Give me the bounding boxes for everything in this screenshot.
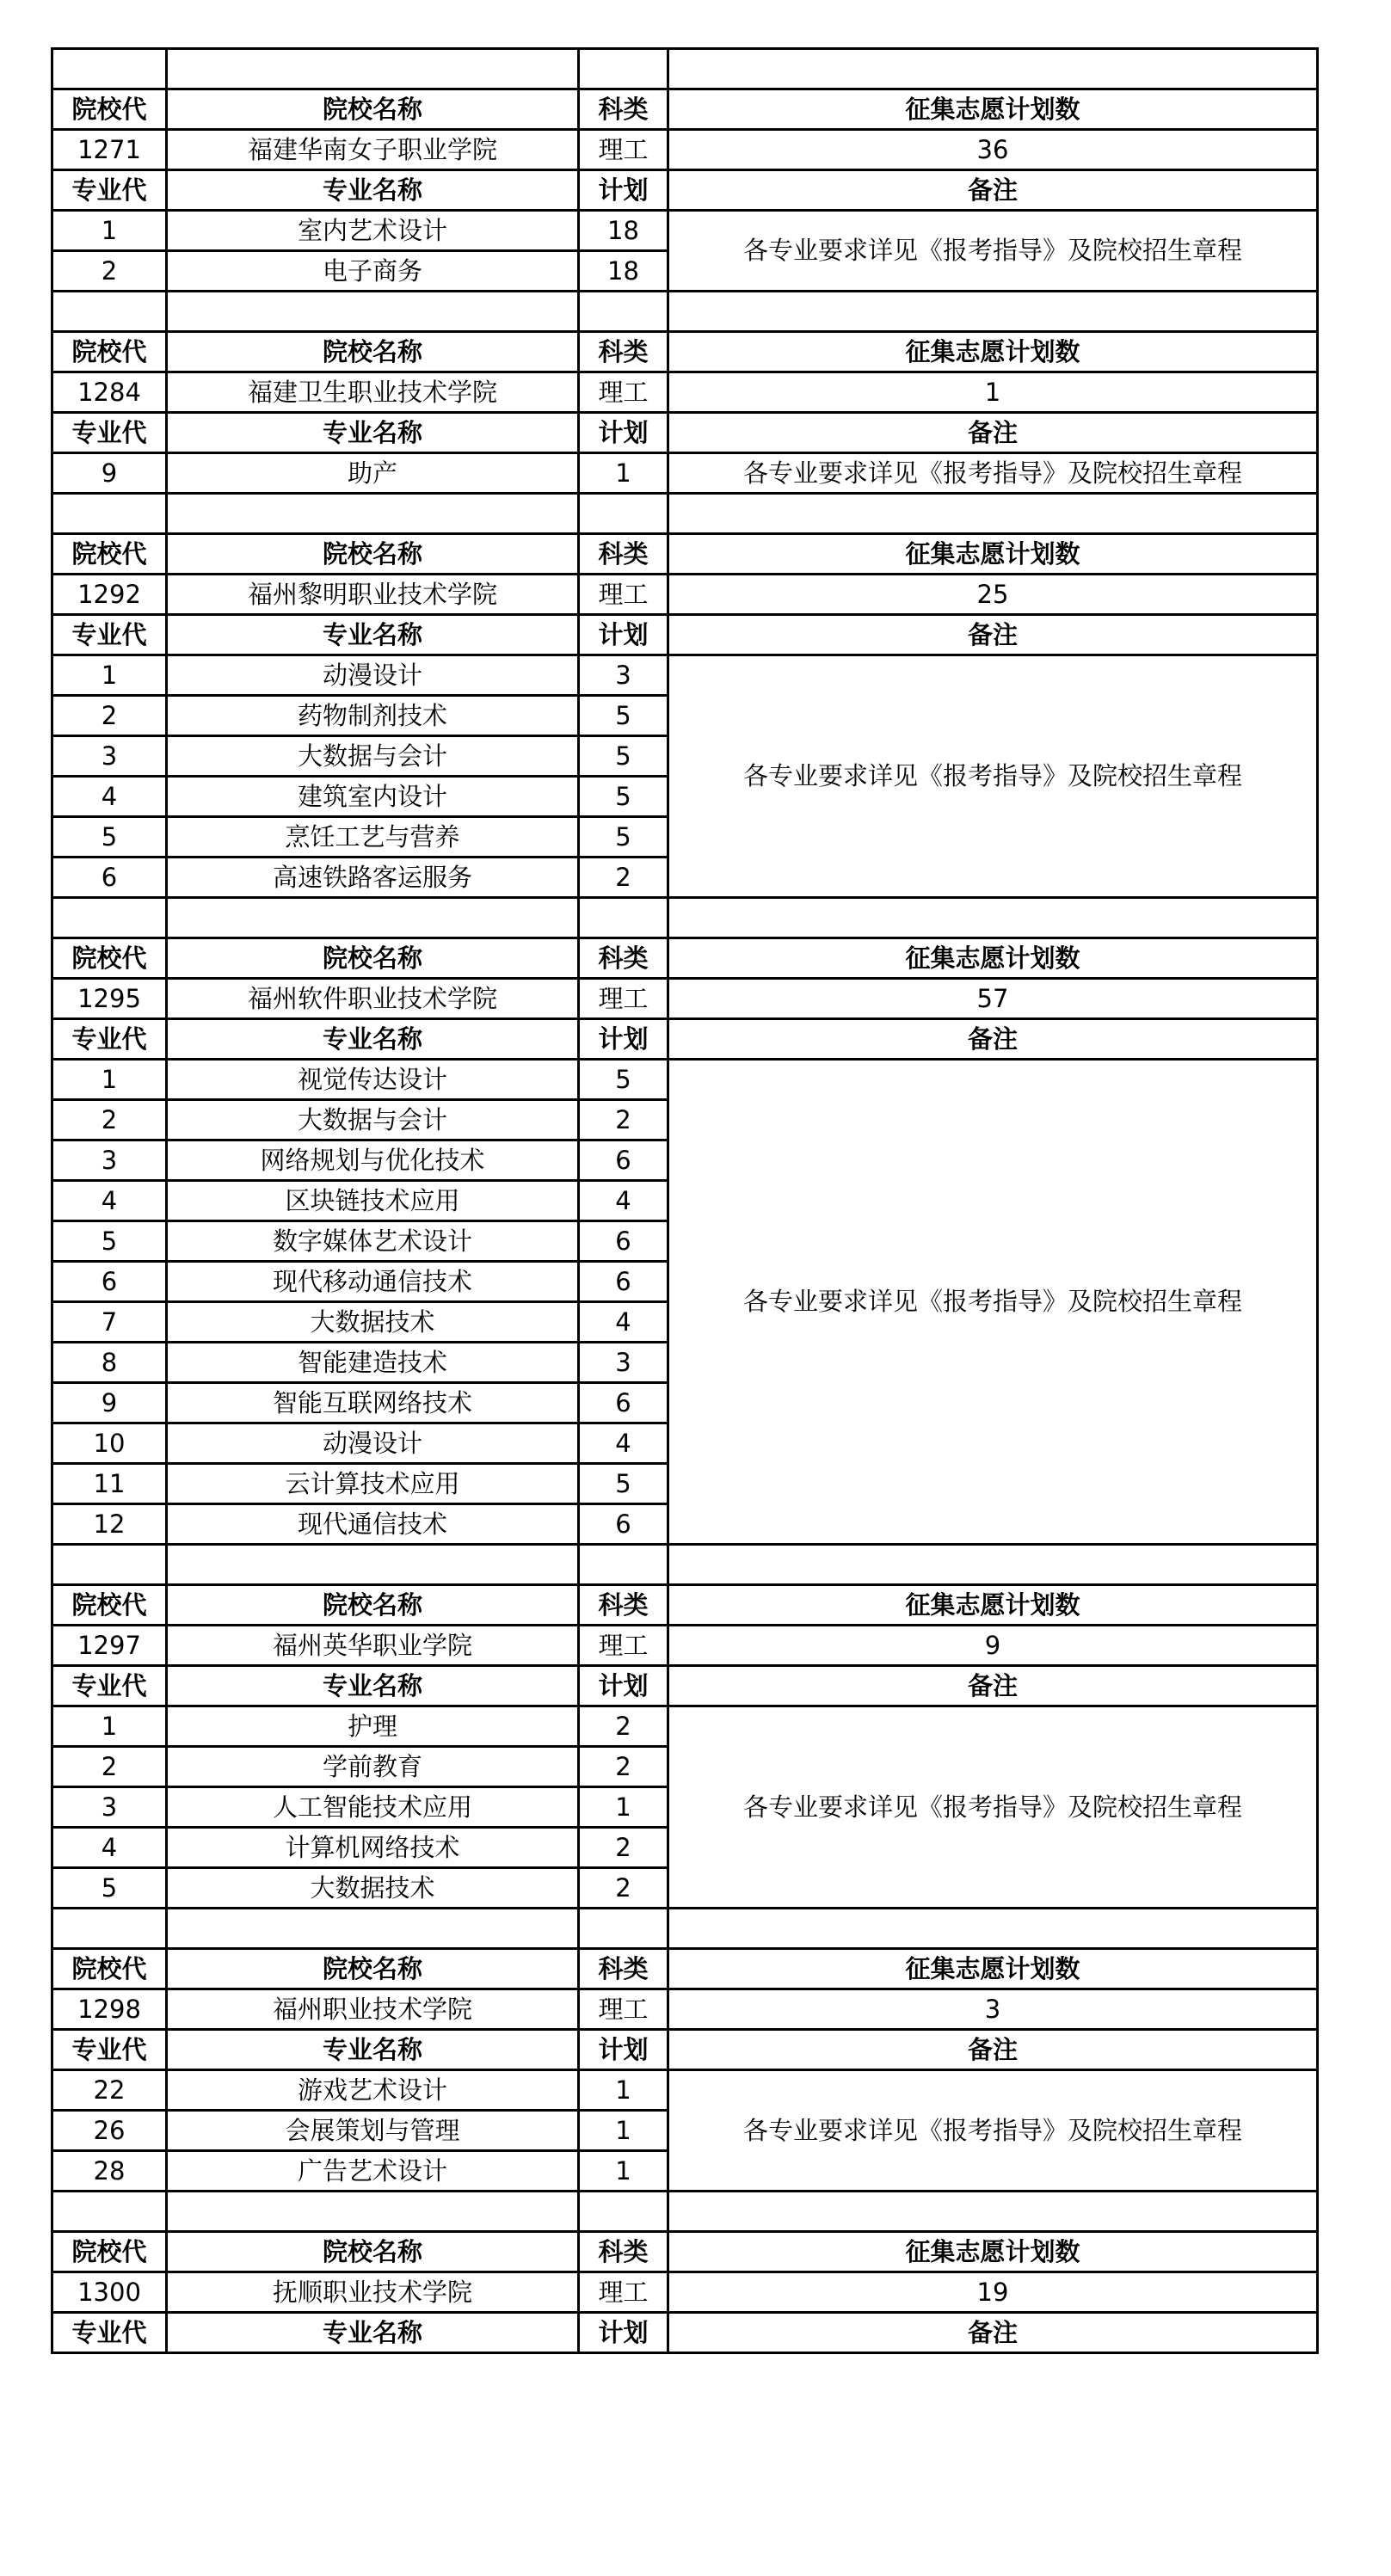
empty-cell xyxy=(668,292,1318,332)
empty-cell xyxy=(668,1909,1318,1949)
plan-count-header: 征集志愿计划数 xyxy=(668,534,1318,575)
school-code-header: 院校代 xyxy=(52,332,167,372)
major-name: 烹饪工艺与营养 xyxy=(167,817,579,858)
major-row xyxy=(52,211,1318,251)
school-name-header: 院校名称 xyxy=(167,938,579,979)
empty-cell xyxy=(579,2192,668,2232)
school-row xyxy=(52,372,1318,413)
major-note: 各专业要求详见《报考指导》及院校招生章程 xyxy=(668,1060,1318,1545)
school-name: 福州职业技术学院 xyxy=(167,1989,579,2030)
empty-cell xyxy=(52,292,167,332)
category-header: 科类 xyxy=(579,89,668,130)
major-code-header: 专业代 xyxy=(52,170,167,211)
major-code-header: 专业代 xyxy=(52,1666,167,1706)
major-name: 现代移动通信技术 xyxy=(167,1262,579,1302)
spacer-row xyxy=(52,1909,1318,1949)
school-header-row xyxy=(52,534,1318,575)
major-name: 大数据与会计 xyxy=(167,736,579,777)
major-code: 2 xyxy=(52,251,167,292)
school-row xyxy=(52,979,1318,1019)
category-header: 科类 xyxy=(579,2232,668,2272)
major-name-header: 专业名称 xyxy=(167,2030,579,2070)
empty-cell xyxy=(167,292,579,332)
school-code: 1298 xyxy=(52,1989,167,2030)
empty-cell xyxy=(167,898,579,938)
plan-count-header: 征集志愿计划数 xyxy=(668,332,1318,372)
empty-cell xyxy=(668,1545,1318,1585)
major-plan: 4 xyxy=(579,1302,668,1343)
major-plan: 1 xyxy=(579,2070,668,2111)
major-code: 22 xyxy=(52,2070,167,2111)
major-code: 4 xyxy=(52,777,167,817)
school-header-row xyxy=(52,89,1318,130)
empty-cell xyxy=(579,494,668,534)
major-code: 2 xyxy=(52,1747,167,1787)
school-name-header: 院校名称 xyxy=(167,1585,579,1626)
school-category: 理工 xyxy=(579,979,668,1019)
empty-cell xyxy=(52,49,167,89)
major-name: 云计算技术应用 xyxy=(167,1464,579,1504)
school-code: 1292 xyxy=(52,575,167,615)
plan-header: 计划 xyxy=(579,1666,668,1706)
category-header: 科类 xyxy=(579,938,668,979)
empty-cell xyxy=(579,898,668,938)
major-plan: 1 xyxy=(579,453,668,494)
school-code-header: 院校代 xyxy=(52,2232,167,2272)
school-header-row xyxy=(52,938,1318,979)
major-code: 26 xyxy=(52,2111,167,2151)
major-note: 各专业要求详见《报考指导》及院校招生章程 xyxy=(668,1706,1318,1909)
empty-cell xyxy=(167,2192,579,2232)
spacer-row xyxy=(52,1545,1318,1585)
major-code: 1 xyxy=(52,211,167,251)
spacer-row xyxy=(52,49,1318,89)
major-code: 9 xyxy=(52,1383,167,1423)
major-plan: 6 xyxy=(579,1140,668,1181)
empty-cell xyxy=(167,1909,579,1949)
school-category: 理工 xyxy=(579,1989,668,2030)
major-code: 6 xyxy=(52,1262,167,1302)
major-header-row xyxy=(52,2313,1318,2353)
plan-header: 计划 xyxy=(579,615,668,655)
major-code: 3 xyxy=(52,1140,167,1181)
school-category: 理工 xyxy=(579,372,668,413)
major-code: 9 xyxy=(52,453,167,494)
major-plan: 1 xyxy=(579,1787,668,1828)
plan-count-header: 征集志愿计划数 xyxy=(668,2232,1318,2272)
major-code: 1 xyxy=(52,1706,167,1747)
major-plan: 2 xyxy=(579,1100,668,1140)
major-header-row xyxy=(52,615,1318,655)
note-header: 备注 xyxy=(668,2030,1318,2070)
category-header: 科类 xyxy=(579,534,668,575)
major-code: 2 xyxy=(52,696,167,736)
major-header-row xyxy=(52,2030,1318,2070)
major-plan: 2 xyxy=(579,1747,668,1787)
school-name: 福建卫生职业技术学院 xyxy=(167,372,579,413)
school-header-row xyxy=(52,332,1318,372)
category-header: 科类 xyxy=(579,1949,668,1989)
school-code-header: 院校代 xyxy=(52,1585,167,1626)
school-category: 理工 xyxy=(579,1626,668,1666)
plan-count-header: 征集志愿计划数 xyxy=(668,1949,1318,1989)
empty-cell xyxy=(668,898,1318,938)
major-name: 药物制剂技术 xyxy=(167,696,579,736)
school-code: 1300 xyxy=(52,2272,167,2313)
major-name: 学前教育 xyxy=(167,1747,579,1787)
empty-cell xyxy=(668,494,1318,534)
major-name: 动漫设计 xyxy=(167,655,579,696)
major-plan: 2 xyxy=(579,1868,668,1909)
school-row xyxy=(52,2272,1318,2313)
plan-header: 计划 xyxy=(579,1019,668,1060)
major-name: 电子商务 xyxy=(167,251,579,292)
empty-cell xyxy=(668,49,1318,89)
empty-cell xyxy=(668,2192,1318,2232)
plan-header: 计划 xyxy=(579,170,668,211)
plan-header: 计划 xyxy=(579,413,668,453)
school-name-header: 院校名称 xyxy=(167,89,579,130)
major-plan: 3 xyxy=(579,1343,668,1383)
plan-header: 计划 xyxy=(579,2313,668,2353)
note-header: 备注 xyxy=(668,1666,1318,1706)
category-header: 科类 xyxy=(579,332,668,372)
note-header: 备注 xyxy=(668,2313,1318,2353)
major-code-header: 专业代 xyxy=(52,615,167,655)
major-plan: 5 xyxy=(579,696,668,736)
school-code-header: 院校代 xyxy=(52,89,167,130)
note-header: 备注 xyxy=(668,413,1318,453)
major-code: 1 xyxy=(52,655,167,696)
major-plan: 2 xyxy=(579,1706,668,1747)
school-row xyxy=(52,130,1318,170)
school-plan-total: 36 xyxy=(668,130,1318,170)
school-name-header: 院校名称 xyxy=(167,1949,579,1989)
major-plan: 1 xyxy=(579,2151,668,2192)
major-name: 数字媒体艺术设计 xyxy=(167,1221,579,1262)
major-name-header: 专业名称 xyxy=(167,1019,579,1060)
major-name: 智能互联网络技术 xyxy=(167,1383,579,1423)
major-plan: 1 xyxy=(579,2111,668,2151)
major-code: 5 xyxy=(52,1868,167,1909)
empty-cell xyxy=(52,898,167,938)
major-plan: 18 xyxy=(579,251,668,292)
school-code: 1297 xyxy=(52,1626,167,1666)
major-name: 大数据技术 xyxy=(167,1868,579,1909)
empty-cell xyxy=(579,49,668,89)
major-name-header: 专业名称 xyxy=(167,1666,579,1706)
major-code: 5 xyxy=(52,1221,167,1262)
empty-cell xyxy=(52,1545,167,1585)
school-category: 理工 xyxy=(579,2272,668,2313)
school-name: 福州软件职业技术学院 xyxy=(167,979,579,1019)
spacer-row xyxy=(52,898,1318,938)
school-plan-total: 3 xyxy=(668,1989,1318,2030)
spacer-row xyxy=(52,494,1318,534)
table-body xyxy=(52,49,1318,2353)
school-row xyxy=(52,575,1318,615)
major-header-row xyxy=(52,1666,1318,1706)
major-code: 4 xyxy=(52,1828,167,1868)
school-name: 福州英华职业学院 xyxy=(167,1626,579,1666)
major-plan: 4 xyxy=(579,1423,668,1464)
major-note: 各专业要求详见《报考指导》及院校招生章程 xyxy=(668,655,1318,898)
empty-cell xyxy=(167,494,579,534)
major-plan: 6 xyxy=(579,1504,668,1545)
major-row xyxy=(52,1060,1318,1100)
plan-count-header: 征集志愿计划数 xyxy=(668,1585,1318,1626)
empty-cell xyxy=(52,494,167,534)
empty-cell xyxy=(167,49,579,89)
empty-cell xyxy=(579,1545,668,1585)
major-name: 计算机网络技术 xyxy=(167,1828,579,1868)
major-plan: 5 xyxy=(579,777,668,817)
major-plan: 5 xyxy=(579,1464,668,1504)
school-row xyxy=(52,1626,1318,1666)
major-code: 1 xyxy=(52,1060,167,1100)
major-code: 10 xyxy=(52,1423,167,1464)
major-code: 3 xyxy=(52,1787,167,1828)
empty-cell xyxy=(579,1909,668,1949)
plan-count-header: 征集志愿计划数 xyxy=(668,89,1318,130)
school-code-header: 院校代 xyxy=(52,534,167,575)
school-plan-total: 9 xyxy=(668,1626,1318,1666)
school-category: 理工 xyxy=(579,575,668,615)
note-header: 备注 xyxy=(668,170,1318,211)
major-note: 各专业要求详见《报考指导》及院校招生章程 xyxy=(668,453,1318,494)
major-code: 12 xyxy=(52,1504,167,1545)
major-header-row xyxy=(52,170,1318,211)
major-name: 建筑室内设计 xyxy=(167,777,579,817)
major-row xyxy=(52,1706,1318,1747)
major-name: 动漫设计 xyxy=(167,1423,579,1464)
major-plan: 4 xyxy=(579,1181,668,1221)
major-plan: 2 xyxy=(579,1828,668,1868)
major-name-header: 专业名称 xyxy=(167,2313,579,2353)
enrollment-plan-table xyxy=(51,47,1319,2354)
major-plan: 18 xyxy=(579,211,668,251)
empty-cell xyxy=(167,1545,579,1585)
major-name: 智能建造技术 xyxy=(167,1343,579,1383)
major-code: 5 xyxy=(52,817,167,858)
plan-count-header: 征集志愿计划数 xyxy=(668,938,1318,979)
major-row xyxy=(52,453,1318,494)
major-code: 7 xyxy=(52,1302,167,1343)
major-name-header: 专业名称 xyxy=(167,413,579,453)
major-code: 28 xyxy=(52,2151,167,2192)
plan-header: 计划 xyxy=(579,2030,668,2070)
empty-cell xyxy=(52,1909,167,1949)
school-name: 福州黎明职业技术学院 xyxy=(167,575,579,615)
school-name: 福建华南女子职业学院 xyxy=(167,130,579,170)
major-name-header: 专业名称 xyxy=(167,170,579,211)
major-row xyxy=(52,2070,1318,2111)
major-plan: 5 xyxy=(579,1060,668,1100)
major-plan: 5 xyxy=(579,817,668,858)
major-name-header: 专业名称 xyxy=(167,615,579,655)
major-name: 高速铁路客运服务 xyxy=(167,858,579,898)
empty-cell xyxy=(579,292,668,332)
spacer-row xyxy=(52,292,1318,332)
school-header-row xyxy=(52,2232,1318,2272)
school-name-header: 院校名称 xyxy=(167,332,579,372)
major-name: 室内艺术设计 xyxy=(167,211,579,251)
major-code-header: 专业代 xyxy=(52,413,167,453)
major-plan: 6 xyxy=(579,1221,668,1262)
school-code: 1271 xyxy=(52,130,167,170)
major-note: 各专业要求详见《报考指导》及院校招生章程 xyxy=(668,2070,1318,2192)
school-row xyxy=(52,1989,1318,2030)
major-code: 2 xyxy=(52,1100,167,1140)
major-row xyxy=(52,655,1318,696)
note-header: 备注 xyxy=(668,1019,1318,1060)
note-header: 备注 xyxy=(668,615,1318,655)
major-plan: 6 xyxy=(579,1262,668,1302)
major-plan: 2 xyxy=(579,858,668,898)
major-code: 11 xyxy=(52,1464,167,1504)
major-name: 游戏艺术设计 xyxy=(167,2070,579,2111)
major-code-header: 专业代 xyxy=(52,2313,167,2353)
school-name-header: 院校名称 xyxy=(167,2232,579,2272)
major-name: 网络规划与优化技术 xyxy=(167,1140,579,1181)
major-note: 各专业要求详见《报考指导》及院校招生章程 xyxy=(668,211,1318,292)
school-plan-total: 25 xyxy=(668,575,1318,615)
major-name: 助产 xyxy=(167,453,579,494)
category-header: 科类 xyxy=(579,1585,668,1626)
major-header-row xyxy=(52,1019,1318,1060)
major-name: 护理 xyxy=(167,1706,579,1747)
major-name: 视觉传达设计 xyxy=(167,1060,579,1100)
major-name: 大数据与会计 xyxy=(167,1100,579,1140)
major-code: 8 xyxy=(52,1343,167,1383)
school-name-header: 院校名称 xyxy=(167,534,579,575)
school-code-header: 院校代 xyxy=(52,938,167,979)
school-header-row xyxy=(52,1949,1318,1989)
major-code: 3 xyxy=(52,736,167,777)
enrollment-plan-sheet xyxy=(51,47,1319,2354)
school-code: 1284 xyxy=(52,372,167,413)
major-code-header: 专业代 xyxy=(52,1019,167,1060)
spacer-row xyxy=(52,2192,1318,2232)
school-plan-total: 1 xyxy=(668,372,1318,413)
major-plan: 5 xyxy=(579,736,668,777)
school-category: 理工 xyxy=(579,130,668,170)
major-plan: 3 xyxy=(579,655,668,696)
major-name: 广告艺术设计 xyxy=(167,2151,579,2192)
school-plan-total: 57 xyxy=(668,979,1318,1019)
major-code-header: 专业代 xyxy=(52,2030,167,2070)
school-header-row xyxy=(52,1585,1318,1626)
major-plan: 6 xyxy=(579,1383,668,1423)
major-header-row xyxy=(52,413,1318,453)
major-name: 大数据技术 xyxy=(167,1302,579,1343)
major-code: 6 xyxy=(52,858,167,898)
school-code-header: 院校代 xyxy=(52,1949,167,1989)
school-name: 抚顺职业技术学院 xyxy=(167,2272,579,2313)
major-code: 4 xyxy=(52,1181,167,1221)
major-name: 人工智能技术应用 xyxy=(167,1787,579,1828)
major-name: 区块链技术应用 xyxy=(167,1181,579,1221)
empty-cell xyxy=(52,2192,167,2232)
school-plan-total: 19 xyxy=(668,2272,1318,2313)
school-code: 1295 xyxy=(52,979,167,1019)
major-name: 现代通信技术 xyxy=(167,1504,579,1545)
major-name: 会展策划与管理 xyxy=(167,2111,579,2151)
